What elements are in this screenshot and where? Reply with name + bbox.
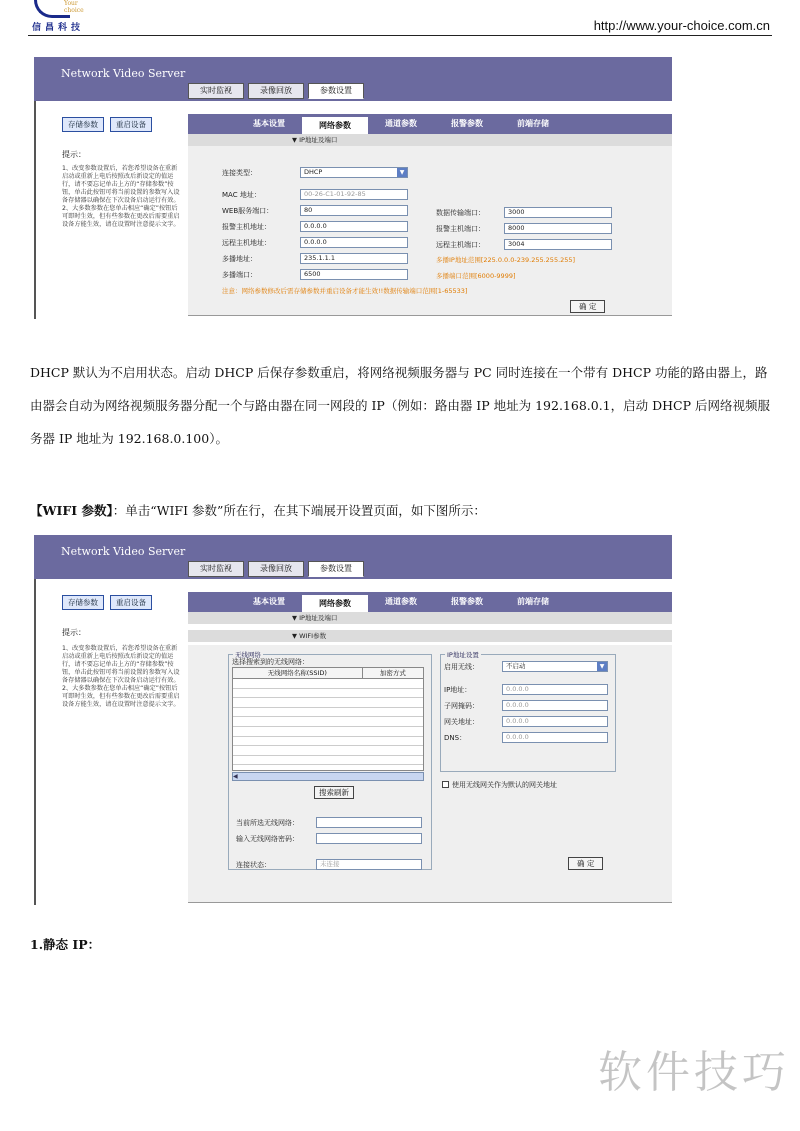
chevron-down-icon: ▼	[597, 662, 607, 671]
static-ip-heading	[30, 928, 775, 961]
multicast-port-label: 多播端口：	[222, 271, 257, 279]
default-gateway-label: 使用无线网关作为默认的网关地址	[452, 781, 557, 789]
ip-address-label: IP地址：	[444, 686, 472, 694]
table-row[interactable]	[233, 746, 423, 756]
subnet-mask-field[interactable]: 0.0.0.0	[502, 700, 608, 711]
multicast-addr-label: 多播地址：	[222, 255, 257, 263]
logo-name: 信昌科技	[32, 23, 85, 33]
side-buttons	[62, 595, 152, 610]
ssid-table[interactable]	[232, 667, 424, 771]
wifi-param-heading: 【WIFI 参数】	[30, 503, 113, 518]
wifi-intro-text: ：单击“WIFI 参数”所在行，在其下端展开设置页面，如下图所示：	[112, 503, 486, 518]
wifi-settings-screenshot	[34, 535, 672, 905]
left-border	[34, 579, 36, 905]
tab-playback[interactable]: 录像回放	[248, 83, 304, 99]
save-params-button[interactable]: 存储参数	[62, 117, 104, 132]
nvs-topbar	[34, 57, 672, 101]
subnav-alarm[interactable]: 报警参数	[451, 119, 483, 128]
wifi-panel-body	[188, 645, 672, 903]
subnav-basic[interactable]: 基本设置	[253, 119, 285, 128]
ip-group-title: IP地址设置	[447, 651, 479, 659]
nvs-title: Network Video Server	[61, 67, 186, 80]
nvs-top-tabs	[188, 561, 364, 577]
tab-live-view[interactable]: 实时监视	[188, 561, 244, 577]
wireless-group-title: 无线网络	[235, 651, 261, 659]
table-scrollbar[interactable]	[232, 772, 424, 781]
conn-type-select[interactable]	[300, 167, 408, 178]
mac-field[interactable]: 00-26-C1-01-92-85	[300, 189, 408, 200]
tab-settings[interactable]: 参数设置	[308, 561, 364, 577]
chevron-down-icon: ▼	[397, 168, 407, 177]
alarm-host-field[interactable]: 0.0.0.0	[300, 221, 408, 232]
nvs-title: Network Video Server	[61, 545, 186, 558]
dns-label: DNS：	[444, 734, 467, 742]
wifi-password-field[interactable]	[316, 833, 422, 844]
connection-status-field: 未连接	[316, 859, 422, 870]
settings-subnav	[188, 114, 672, 134]
subnav-network[interactable]: 网络参数	[302, 117, 368, 134]
wifi-intro-paragraph	[30, 494, 775, 527]
subnav-storage[interactable]: 前端存储	[517, 119, 549, 128]
tab-settings[interactable]: 参数设置	[308, 83, 364, 99]
nvs-topbar	[34, 535, 672, 579]
dns-field[interactable]: 0.0.0.0	[502, 732, 608, 743]
table-row[interactable]	[233, 689, 423, 699]
settings-subnav	[188, 592, 672, 612]
network-note: 注意：网络参数修改后需存储参数并重启设备才能生效!!数据传输端口范围[1-65533]	[222, 287, 468, 295]
col-encryption: 加密方式	[362, 668, 423, 678]
tips-title: 提示：	[62, 150, 86, 159]
multicast-port-range-note: 多播端口范围[6000-9999]	[436, 272, 516, 280]
table-row[interactable]	[233, 756, 423, 766]
data-port-label: 数据传输端口：	[436, 209, 485, 217]
current-network-label: 当前所选无线网络：	[236, 819, 299, 827]
logo-subtitle: Your choice	[64, 0, 84, 14]
table-row[interactable]	[233, 727, 423, 737]
remote-host-label: 远程主机地址：	[222, 239, 271, 247]
left-border	[34, 101, 36, 319]
gateway-field[interactable]: 0.0.0.0	[502, 716, 608, 727]
strip-ip-port[interactable]: ▼ IP地址及端口	[188, 134, 672, 146]
multicast-port-field[interactable]: 6500	[300, 269, 408, 280]
table-row[interactable]	[233, 737, 423, 747]
side-buttons	[62, 117, 152, 132]
subnav-network[interactable]: 网络参数	[302, 595, 368, 612]
company-logo	[28, 0, 98, 36]
connection-status-label: 连接状态：	[236, 861, 271, 869]
reboot-button[interactable]: 重启设备	[110, 595, 152, 610]
subnav-basic[interactable]: 基本设置	[253, 597, 285, 606]
table-row[interactable]	[233, 679, 423, 689]
ip-address-field[interactable]: 0.0.0.0	[502, 684, 608, 695]
reboot-button[interactable]: 重启设备	[110, 117, 152, 132]
tips-body: 1、改变参数设置后，若您希望设备在重新启动或重新上电后按照改后新设定的值运行，请不要忘记单击上方的“存储参数”按钮，单击此按钮可将当前设置的参数写入设备存储器以确保在下次设备启动运行有效。2、大多数参数在您单击相应“确定”按钮后可即时生效，但有些参数在更改后需要重启设备方能生效，请在设置时注意提示文字。	[62, 165, 180, 228]
page-header	[0, 0, 800, 40]
web-port-label: WEB服务端口：	[222, 207, 274, 215]
alarm-host-label: 报警主机地址：	[222, 223, 271, 231]
subnav-storage[interactable]: 前端存储	[517, 597, 549, 606]
site-url[interactable]: http://www.your-choice.com.cn	[593, 18, 770, 33]
header-rule	[28, 35, 772, 36]
alarm-port-field[interactable]: 8000	[504, 223, 612, 234]
conn-type-label: 连接类型：	[222, 169, 257, 177]
select-network-label: 选择搜索到的无线网络：	[232, 658, 309, 666]
tips-title: 提示：	[62, 628, 86, 637]
save-params-button[interactable]: 存储参数	[62, 595, 104, 610]
ip-settings-screenshot	[34, 57, 672, 319]
table-row[interactable]	[233, 698, 423, 708]
tab-live-view[interactable]: 实时监视	[188, 83, 244, 99]
remote-port-field[interactable]: 3004	[504, 239, 612, 250]
strip-ip-port[interactable]: ▼ IP地址及端口	[188, 612, 672, 624]
gateway-label: 网关地址：	[444, 718, 479, 726]
multicast-range-note: 多播IP地址范围[225.0.0.0-239.255.255.255]	[436, 256, 576, 264]
ok-button[interactable]: 确 定	[568, 857, 603, 870]
current-network-field[interactable]	[316, 817, 422, 828]
enable-wireless-value: 不启动	[506, 662, 526, 670]
ssid-table-header	[233, 668, 423, 679]
subnav-channel[interactable]: 通道参数	[385, 597, 417, 606]
data-port-field[interactable]: 3000	[504, 207, 612, 218]
dhcp-paragraph: DHCP 默认为不启用状态。启动 DHCP 后保存参数重启，将网络视频服务器与 PC 同时连接在一个带有 DHCP 功能的路由器上，路由器会自动为网络视频服务器分配一个与路由器在同一网段的 IP（例如：路由器 IP 地址为 192.168.0.1，启动 DHCP 后网络视频服务器 IP 地址为 192.168.0.100）。	[30, 365, 770, 446]
nvs-top-tabs	[188, 83, 364, 99]
mac-label: MAC 地址：	[222, 191, 261, 199]
enable-wireless-label: 启用无线：	[444, 663, 479, 671]
subnav-alarm[interactable]: 报警参数	[451, 597, 483, 606]
subnav-channel[interactable]: 通道参数	[385, 119, 417, 128]
subnet-mask-label: 子网掩码：	[444, 702, 479, 710]
conn-type-value: DHCP	[304, 168, 323, 176]
alarm-port-label: 报警主机端口：	[436, 225, 485, 233]
remote-host-field[interactable]: 0.0.0.0	[300, 237, 408, 248]
chevron-left-icon[interactable]: ◀	[233, 773, 238, 780]
multicast-addr-field[interactable]: 235.1.1.1	[300, 253, 408, 264]
static-ip-heading-text: 1.静态 IP：	[30, 937, 101, 952]
table-row[interactable]	[233, 708, 423, 718]
default-gateway-checkbox[interactable]	[442, 781, 449, 788]
tab-playback[interactable]: 录像回放	[248, 561, 304, 577]
remote-port-label: 远程主机端口：	[436, 241, 485, 249]
ok-button[interactable]: 确 定	[570, 300, 605, 313]
tips-body: 1、改变参数设置后，若您希望设备在重新启动或重新上电后按照改后新设定的值运行，请不要忘记单击上方的“存储参数”按钮，单击此按钮可将当前设置的参数写入设备存储器以确保在下次设备启动运行有效。2、大多数参数在您单击相应“确定”按钮后可即时生效，但有些参数在更改后需要重启设备方能生效，请在设置时注意提示文字。	[62, 645, 180, 708]
watermark: 软件技巧	[598, 1047, 790, 1098]
col-ssid: 无线网络名称(SSID)	[267, 669, 327, 677]
web-port-field[interactable]: 80	[300, 205, 408, 216]
strip-wifi[interactable]: ▼ WIFI参数	[188, 630, 672, 642]
search-refresh-button[interactable]: 搜索刷新	[314, 786, 354, 799]
ip-panel-body	[188, 146, 672, 316]
wifi-password-label: 输入无线网络密码：	[236, 835, 299, 843]
table-row[interactable]	[233, 717, 423, 727]
enable-wireless-select[interactable]	[502, 661, 608, 672]
